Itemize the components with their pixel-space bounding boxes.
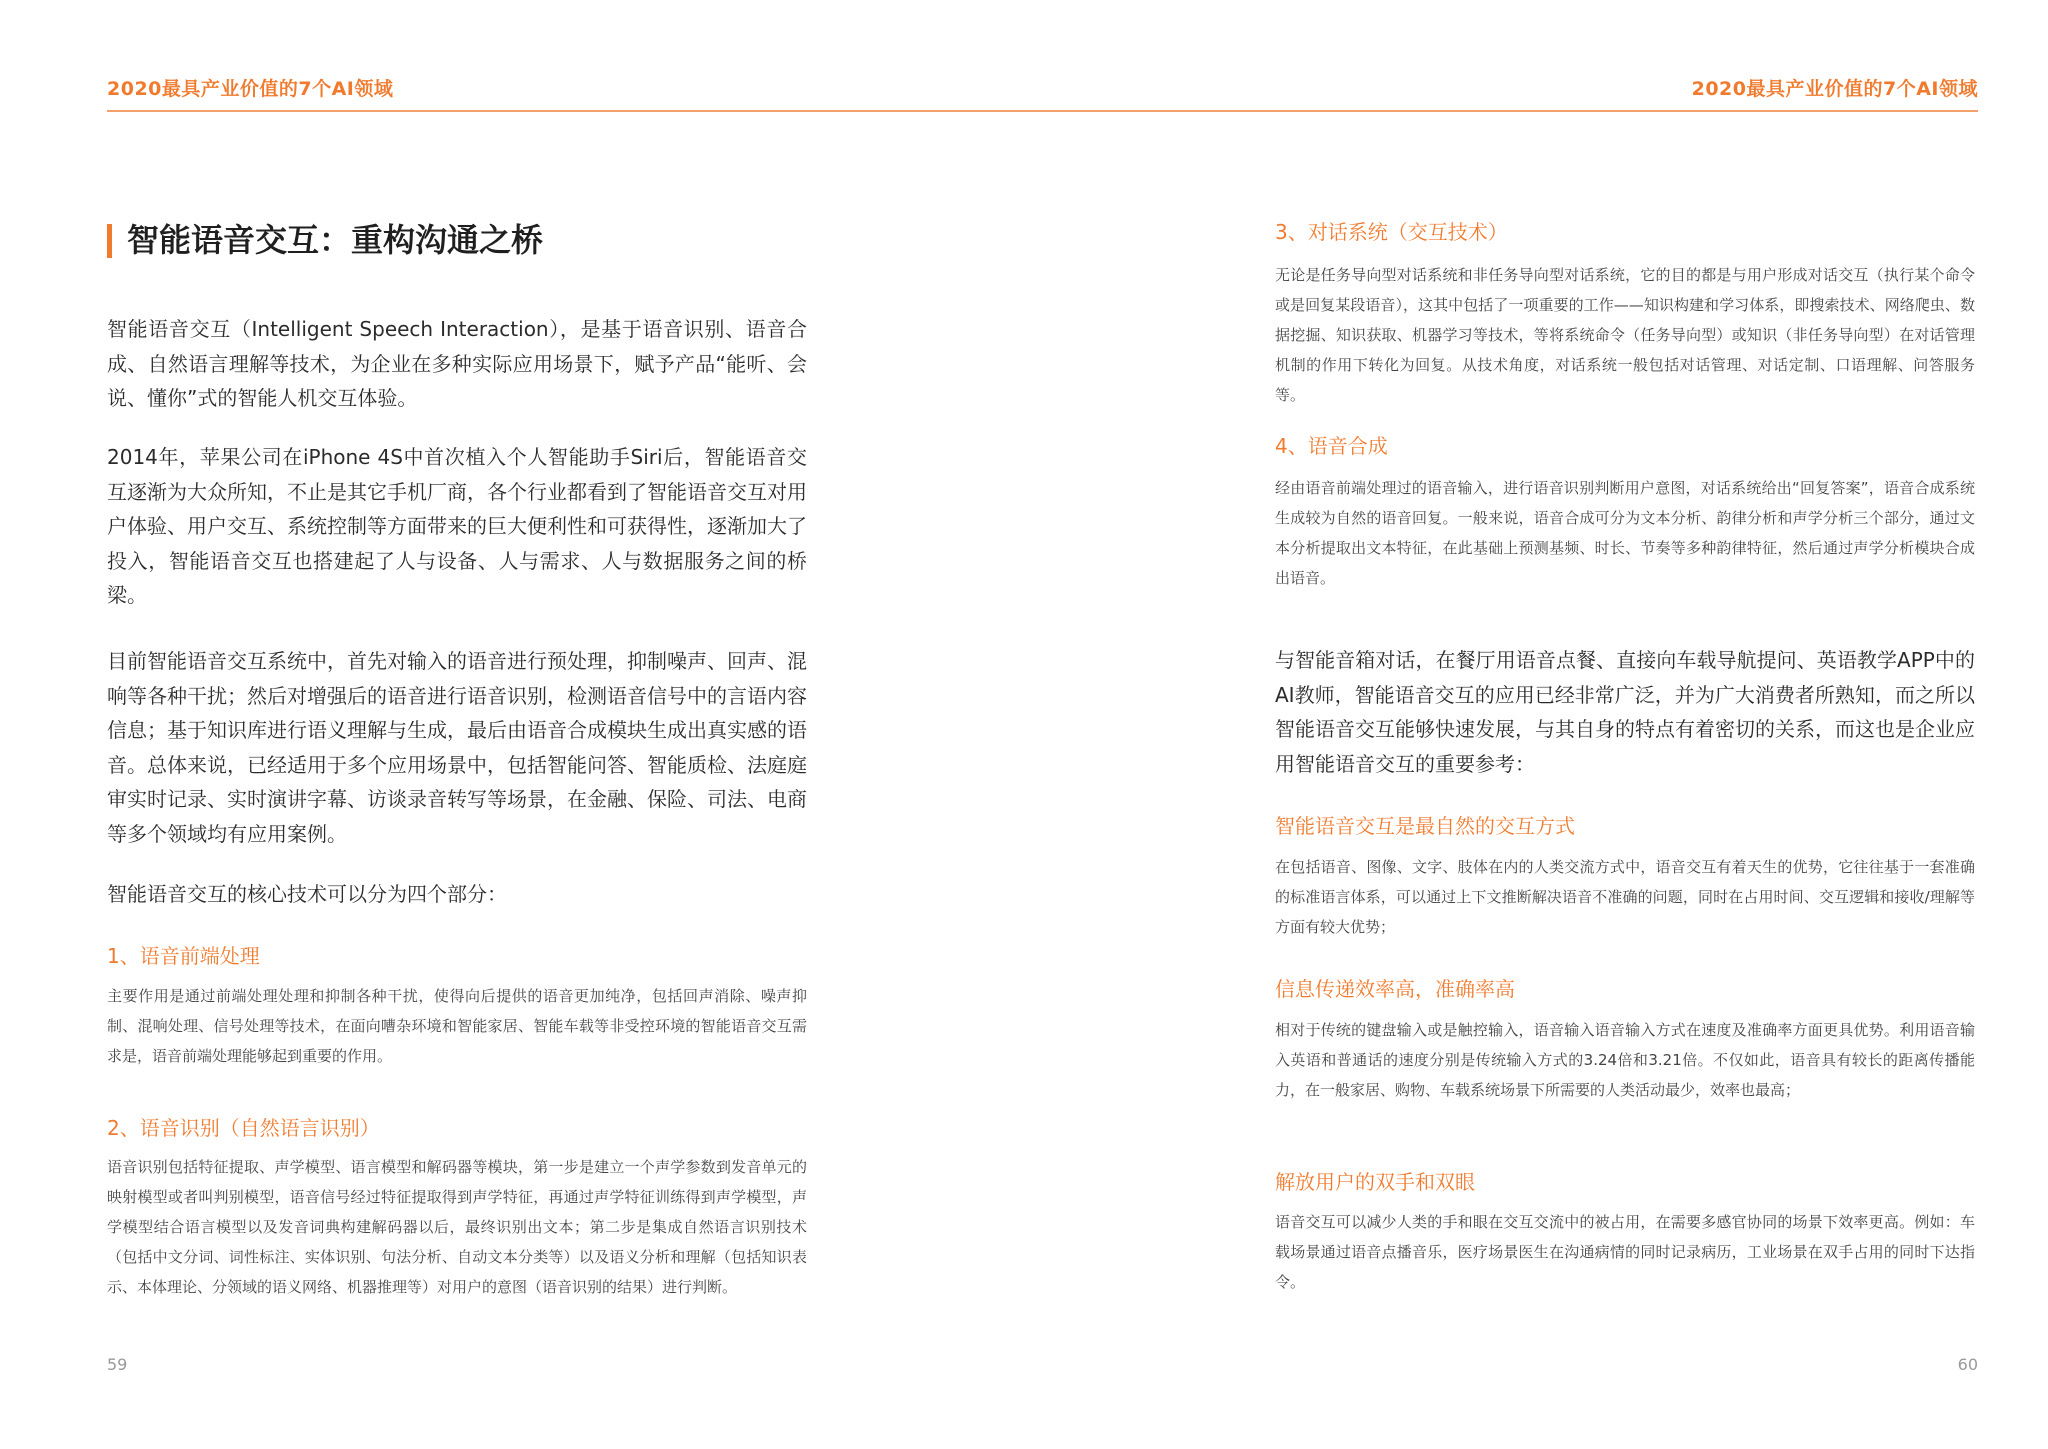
section-text-recognition: 语音识别包括特征提取、声学模型、语言模型和解码器等模块，第一步是建立一个声学参数到发音单元的映射模型或者叫判别模型，语音信号经过特征提取得到声学特征，再通过声学特征训练得到声学模型，声学模型结合语言模型以及发音词典构建解码器以后，最终识别出文本；第二步是集成自然语言识别技术（包括中文分词、词性标注、实体识别、句法分析、自动文本分类等）以及语义分析和理解（包括知识表示、本体理论、分领域的语义网络、机器推理等）对用户的意图（语音识别的结果）进行判断。: [107, 1158, 807, 1296]
history-paragraph: 2014年，苹果公司在iPhone 4S中首次植入个人智能助手Siri后，智能语音交互逐渐为大众所知，不止是其它手机厂商，各个行业都看到了智能语音交互对用户体验、用户交互、系统控制等方面带来的巨大便利性和可获得性，逐渐加大了投入，智能语音交互也搭建起了人与设备、人与需求、人与数据服务之间的桥梁。: [107, 445, 807, 607]
running-header-right: 2020最具产业价值的7个AI领域: [1691, 78, 1978, 100]
page-number-left: 59: [107, 1355, 128, 1374]
section-heading-front-end: 1、语音前端处理: [107, 944, 260, 968]
section-heading-recognition: 2、语音识别（自然语言识别）: [107, 1116, 380, 1140]
system-paragraph: 目前智能语音交互系统中，首先对输入的语音进行预处理，抑制噪声、回声、混响等各种干扰；然后对增强后的语音进行语音识别，检测语音信号中的言语内容信息；基于知识库进行语义理解与生成，最后由语音合成模块生成出真实感的语音。总体来说，已经适用于多个应用场景中，包括智能问答、智能质检、法庭庭审实时记录、实时演讲字幕、访谈录音转写等场景，在金融、保险、司法、电商等多个领域均有应用案例。: [107, 649, 807, 846]
page-number-right: 60: [1957, 1355, 1978, 1374]
title-accent-bar: [107, 224, 112, 258]
feature-heading-efficiency: 信息传递效率高，准确率高: [1275, 977, 1515, 1001]
intro-paragraph: 智能语音交互（Intelligent Speech Interaction），是基于语音识别、语音合成、自然语言理解等技术，为企业在多种实际应用场景下，赋予产品“能听、会说、懂你”式的智能人机交互体验。: [107, 317, 807, 410]
running-header-left: 2020最具产业价值的7个AI领域: [107, 78, 394, 100]
feature-heading-hands-free: 解放用户的双手和双眼: [1275, 1170, 1475, 1194]
feature-text-efficiency: 相对于传统的键盘输入或是触控输入，语音输入语音输入方式在速度及准确率方面更具优势。利用语音输入英语和普通话的速度分别是传统输入方式的3.24倍和3.21倍。不仅如此，语音具有较长的距离传播能力，在一般家居、购物、车载系统场景下所需要的人类活动最少，效率也最高；: [1275, 1021, 1975, 1099]
feature-heading-natural: 智能语音交互是最自然的交互方式: [1275, 814, 1575, 838]
page-title: [107, 220, 543, 260]
core-tech-paragraph: 智能语音交互的核心技术可以分为四个部分：: [107, 882, 507, 906]
feature-text-natural: 在包括语音、图像、文字、肢体在内的人类交流方式中，语音交互有着天生的优势，它往往基于一套准确的标准语言体系，可以通过上下文推断解决语音不准确的问题，同时在占用时间、交互逻辑和接收/理解等方面有较大优势；: [1275, 858, 1975, 936]
feature-text-hands-free: 语音交互可以减少人类的手和眼在交互交流中的被占用，在需要多感官协同的场景下效率更高。例如：车载场景通过语音点播音乐，医疗场景医生在沟通病情的同时记录病历，工业场景在双手占用的同时下达指令。: [1275, 1213, 1975, 1291]
section-text-dialog: 无论是任务导向型对话系统和非任务导向型对话系统，它的目的都是与用户形成对话交互（执行某个命令或是回复某段语音），这其中包括了一项重要的工作——知识构建和学习体系，即搜索技术、网络爬虫、数据挖掘、知识获取、机器学习等技术，等将系统命令（任务导向型）或知识（非任务导向型）在对话管理机制的作用下转化为回复。从技术角度，对话系统一般包括对话管理、对话定制、口语理解、问答服务等。: [1275, 266, 1975, 404]
section-text-front-end: 主要作用是通过前端处理处理和抑制各种干扰，使得向后提供的语音更加纯净，包括回声消除、噪声抑制、混响处理、信号处理等技术，在面向嘈杂环境和智能家居、智能车载等非受控环境的智能语音交互需求是，语音前端处理能够起到重要的作用。: [107, 987, 807, 1065]
header-rule: [107, 110, 1978, 112]
page-title-text: 智能语音交互：重构沟通之桥: [127, 221, 544, 259]
section-text-synthesis: 经由语音前端处理过的语音输入，进行语音识别判断用户意图，对话系统给出“回复答案”，语音合成系统生成较为自然的语音回复。一般来说，语音合成可分为文本分析、韵律分析和声学分析三个部分，通过文本分析提取出文本特征，在此基础上预测基频、时长、节奏等多种韵律特征，然后通过声学分析模块合成出语音。: [1275, 479, 1975, 587]
section-heading-synthesis: 4、语音合成: [1275, 434, 1388, 458]
applications-paragraph: 与智能音箱对话，在餐厅用语音点餐、直接向车载导航提问、英语教学APP中的AI教师，智能语音交互的应用已经非常广泛，并为广大消费者所熟知，而之所以智能语音交互能够快速发展，与其自身的特点有着密切的关系，而这也是企业应用智能语音交互的重要参考：: [1275, 648, 1975, 776]
section-heading-dialog: 3、对话系统（交互技术）: [1275, 220, 1508, 244]
